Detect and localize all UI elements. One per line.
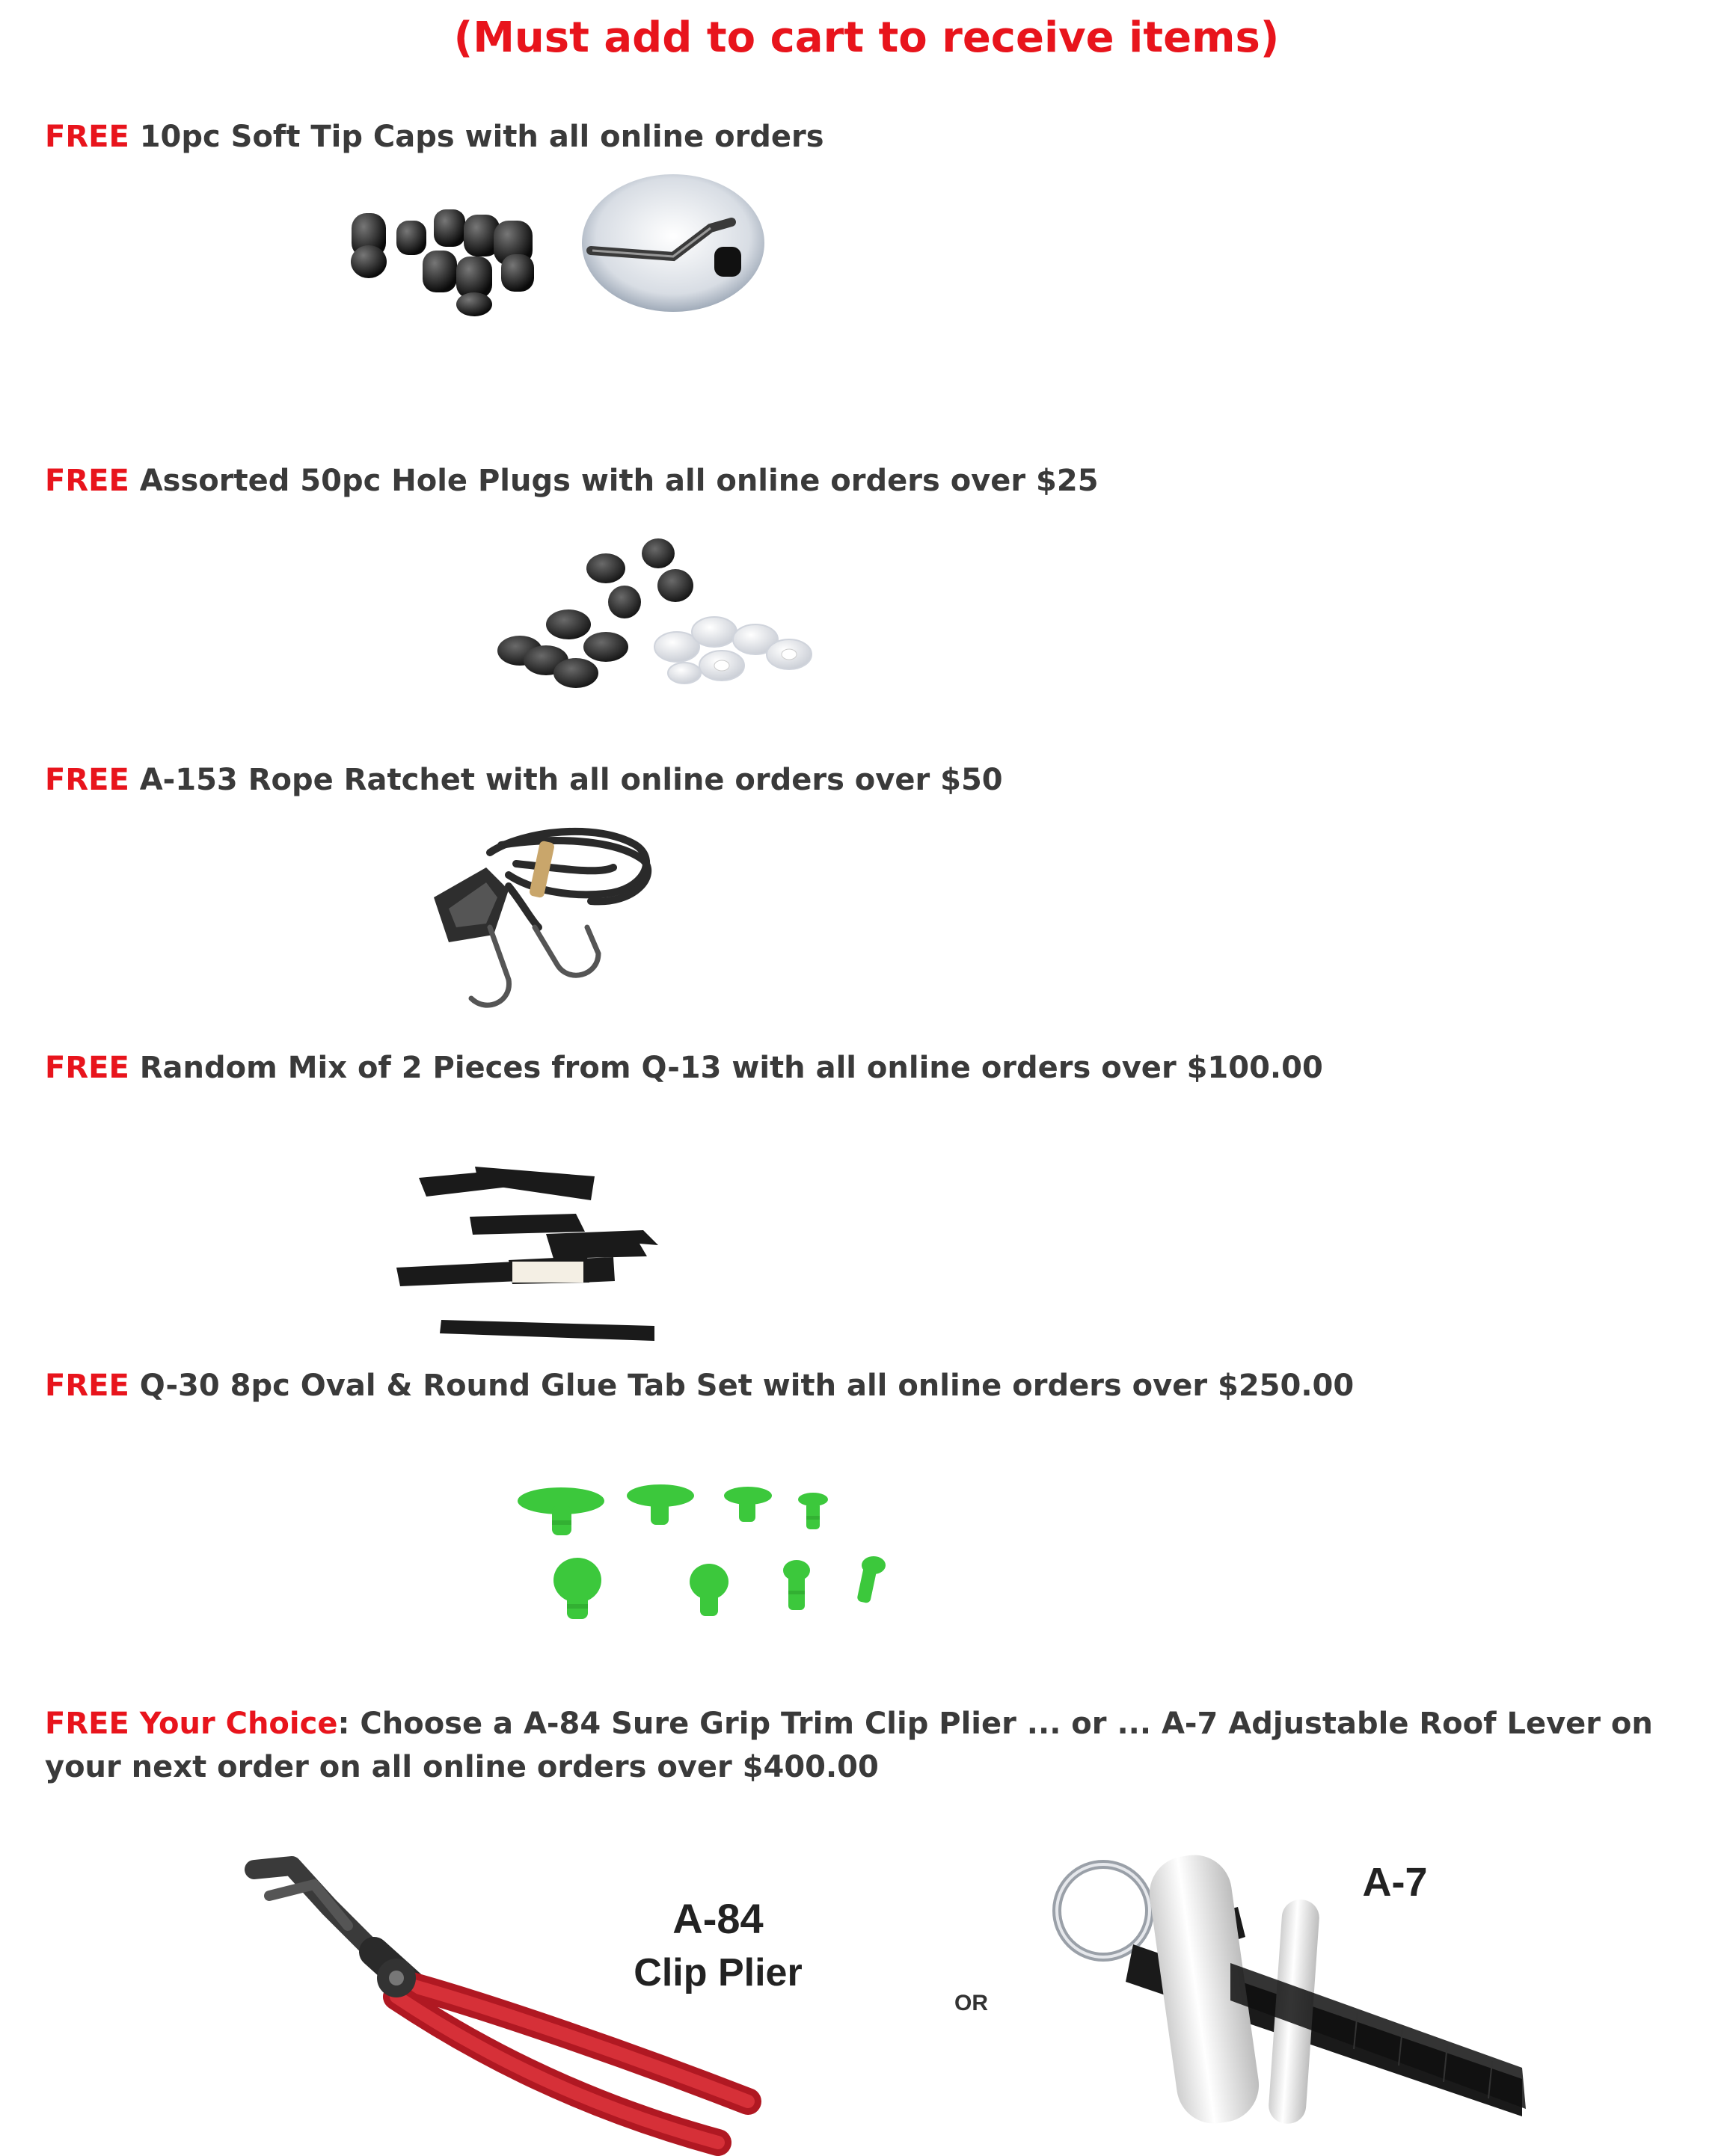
a7-roof-lever-image [1043, 1832, 1597, 2154]
offer-text: 10pc Soft Tip Caps with all online orders [129, 120, 824, 154]
or-separator: OR [954, 1991, 988, 2015]
glue-tab-set-image [516, 1477, 890, 1634]
q13-pieces-image [389, 1163, 673, 1350]
offer-text: Assorted 50pc Hole Plugs with all online orders over $25 [129, 464, 1099, 498]
offer-q30-glue-tabs [45, 1369, 1354, 1403]
free-your-choice-label: FREE Your Choice [45, 1707, 338, 1741]
offer-text: : Choose a A-84 Sure Grip Trim Clip Plier ... or ... A-7 Adjustable Roof Lever on your next order on all online orders over $400.00 [45, 1707, 1653, 1784]
a84-clip-plier-image [239, 1855, 823, 2154]
lever-label: A-7 [1362, 1860, 1428, 1905]
cart-notice-banner: (Must add to cart to receive items) [453, 13, 1280, 62]
offer-text: A-153 Rope Ratchet with all online orders over $50 [129, 763, 1003, 797]
offer-text: Q-30 8pc Oval & Round Glue Tab Set with all online orders over $250.00 [129, 1369, 1355, 1403]
rope-ratchet-image [419, 823, 666, 1025]
free-label: FREE [45, 1051, 129, 1085]
free-label: FREE [45, 1369, 129, 1403]
offer-rope-ratchet [45, 763, 1003, 797]
hole-plugs-image [490, 527, 819, 692]
offer-soft-tip-caps [45, 120, 824, 154]
offer-q13-pieces [45, 1051, 1323, 1085]
soft-tip-caps-image [344, 168, 778, 333]
free-label: FREE [45, 464, 129, 498]
offer-text: Random Mix of 2 Pieces from Q-13 with all online orders over $100.00 [129, 1051, 1323, 1085]
free-label: FREE [45, 120, 129, 154]
free-label: FREE [45, 763, 129, 797]
offer-your-choice [45, 1702, 1705, 1789]
plier-label-type: Clip Plier [634, 1951, 803, 1994]
offer-hole-plugs [45, 464, 1099, 498]
plier-label-name: A-84 [672, 1895, 764, 1942]
